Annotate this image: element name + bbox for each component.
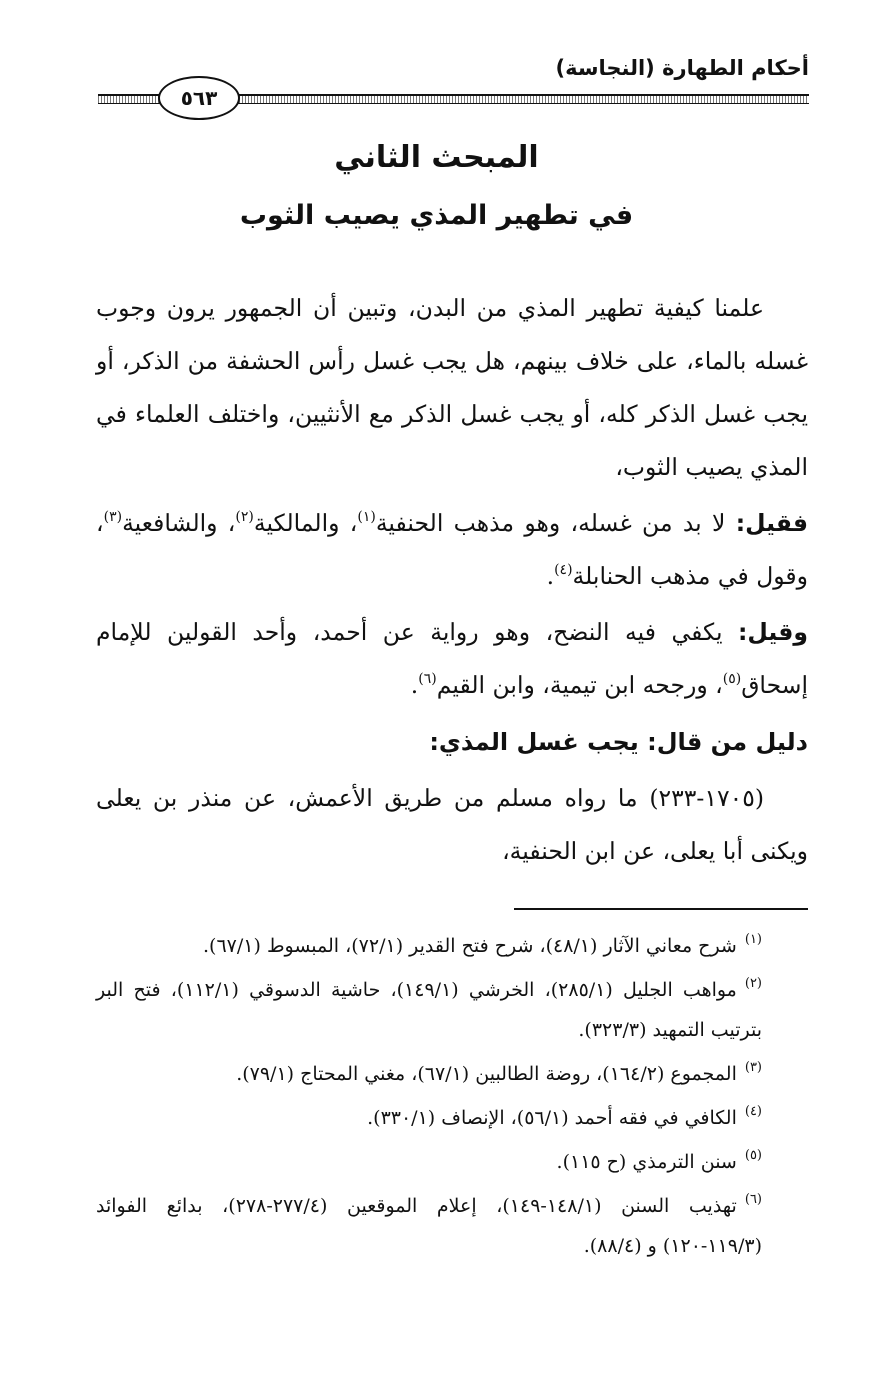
footnote-number: (٤) xyxy=(744,1104,762,1119)
section-title: المبحث الثاني xyxy=(334,140,539,175)
footnote-number: (٣) xyxy=(744,1060,762,1075)
footnote-text: تهذيب السنن (١٤٨/١-١٤٩)، إعلام الموقعين (٢٧٧/٤-٢٧٨)، بدائع الفوائد (١١٩/٣-١٢٠) و (٨٨/٤). xyxy=(96,1195,762,1257)
footnote-text: المجموع (١٦٤/٢)، روضة الطالبين (٦٧/١)، مغني المحتاج (٧٩/١). xyxy=(236,1063,737,1085)
footnote-ref-5[interactable]: (٥) xyxy=(722,671,742,687)
evidence-heading: دليل من قال: يجب غسل المذي: xyxy=(429,728,808,756)
paragraph-second-opinion xyxy=(96,606,808,712)
footnotes xyxy=(96,926,808,1270)
second-opinion-text-1: يكفي فيه النضح، وهو رواية عن أحمد، وأحد القولين للإمام إسحاق xyxy=(96,618,808,699)
footnote-2 xyxy=(96,970,808,1050)
paragraph-intro: علمنا كيفية تطهير المذي من البدن، وتبين أن الجمهور يرون وجوب غسله بالماء، على خلاف بينهم، هل يجب غسل رأس الحشفة من الذكر، أو يجب غسل الذكر كله، أو يجب غسل الذكر مع الأنثيين، واختلف العلماء في المذي يصيب الثوب، xyxy=(96,294,808,481)
footnote-text: سنن الترمذي (ح ١١٥). xyxy=(556,1151,737,1173)
paragraph-first-opinion xyxy=(96,497,808,603)
second-opinion-text-3: . xyxy=(410,671,419,699)
footnote-ref-3[interactable]: (٣) xyxy=(103,509,123,525)
footnote-ref-6[interactable]: (٦) xyxy=(418,671,437,687)
footnote-number: (٦) xyxy=(744,1192,762,1207)
footnote-4 xyxy=(96,1098,808,1138)
first-opinion-text-3: ، والشافعية xyxy=(122,509,236,537)
footnote-separator xyxy=(514,908,808,910)
second-opinion-lead: وقيل: xyxy=(738,618,808,646)
footnote-number: (٥) xyxy=(744,1148,762,1163)
footnote-5 xyxy=(96,1142,808,1182)
footnote-text: الكافي في فقه أحمد (٥٦/١)، الإنصاف (٣٣٠/١). xyxy=(367,1107,737,1129)
second-opinion-text-2: ، ورجحه ابن تيمية، وابن القيم xyxy=(436,671,723,699)
body-text xyxy=(96,282,808,878)
footnote-text: شرح معاني الآثار (٤٨/١)، شرح فتح القدير (٧٢/١)، المبسوط (٦٧/١). xyxy=(203,935,737,957)
footnote-ref-1[interactable]: (١) xyxy=(357,509,376,525)
footnote-6 xyxy=(96,1186,808,1266)
paragraph-hadith: (١٧٠٥-٢٣٣) ما رواه مسلم من طريق الأعمش، عن منذر بن يعلى ويكنى أبا يعلى، عن ابن الحنفية، xyxy=(96,784,808,865)
footnote-number: (١) xyxy=(744,932,762,947)
section-subtitle: في تطهير المذي يصيب الثوب xyxy=(239,200,634,231)
footnote-ref-4[interactable]: (٤) xyxy=(554,562,573,578)
first-opinion-text-1: لا بد من غسله، وهو مذهب الحنفية xyxy=(375,509,736,537)
footnote-number: (٢) xyxy=(744,976,762,991)
page-number: ٥٦٣ xyxy=(158,76,240,120)
first-opinion-lead: فقيل: xyxy=(735,509,809,537)
first-opinion-text-4: ، وقول في مذهب الحنابلة xyxy=(96,509,808,590)
footnote-1 xyxy=(96,926,808,966)
first-opinion-text-2: ، والمالكية xyxy=(253,509,358,537)
footnote-ref-2[interactable]: (٢) xyxy=(235,509,254,525)
running-header-title: أحكام الطهارة (النجاسة) xyxy=(555,56,809,80)
footnote-text: مواهب الجليل (٢٨٥/١)، الخرشي (١٤٩/١)، حاشية الدسوقي (١١٢/١)، فتح البر بترتيب التمهيد (٣٢٣/٣). xyxy=(96,979,762,1041)
footnote-3 xyxy=(96,1054,808,1094)
first-opinion-text-5: . xyxy=(546,562,555,590)
